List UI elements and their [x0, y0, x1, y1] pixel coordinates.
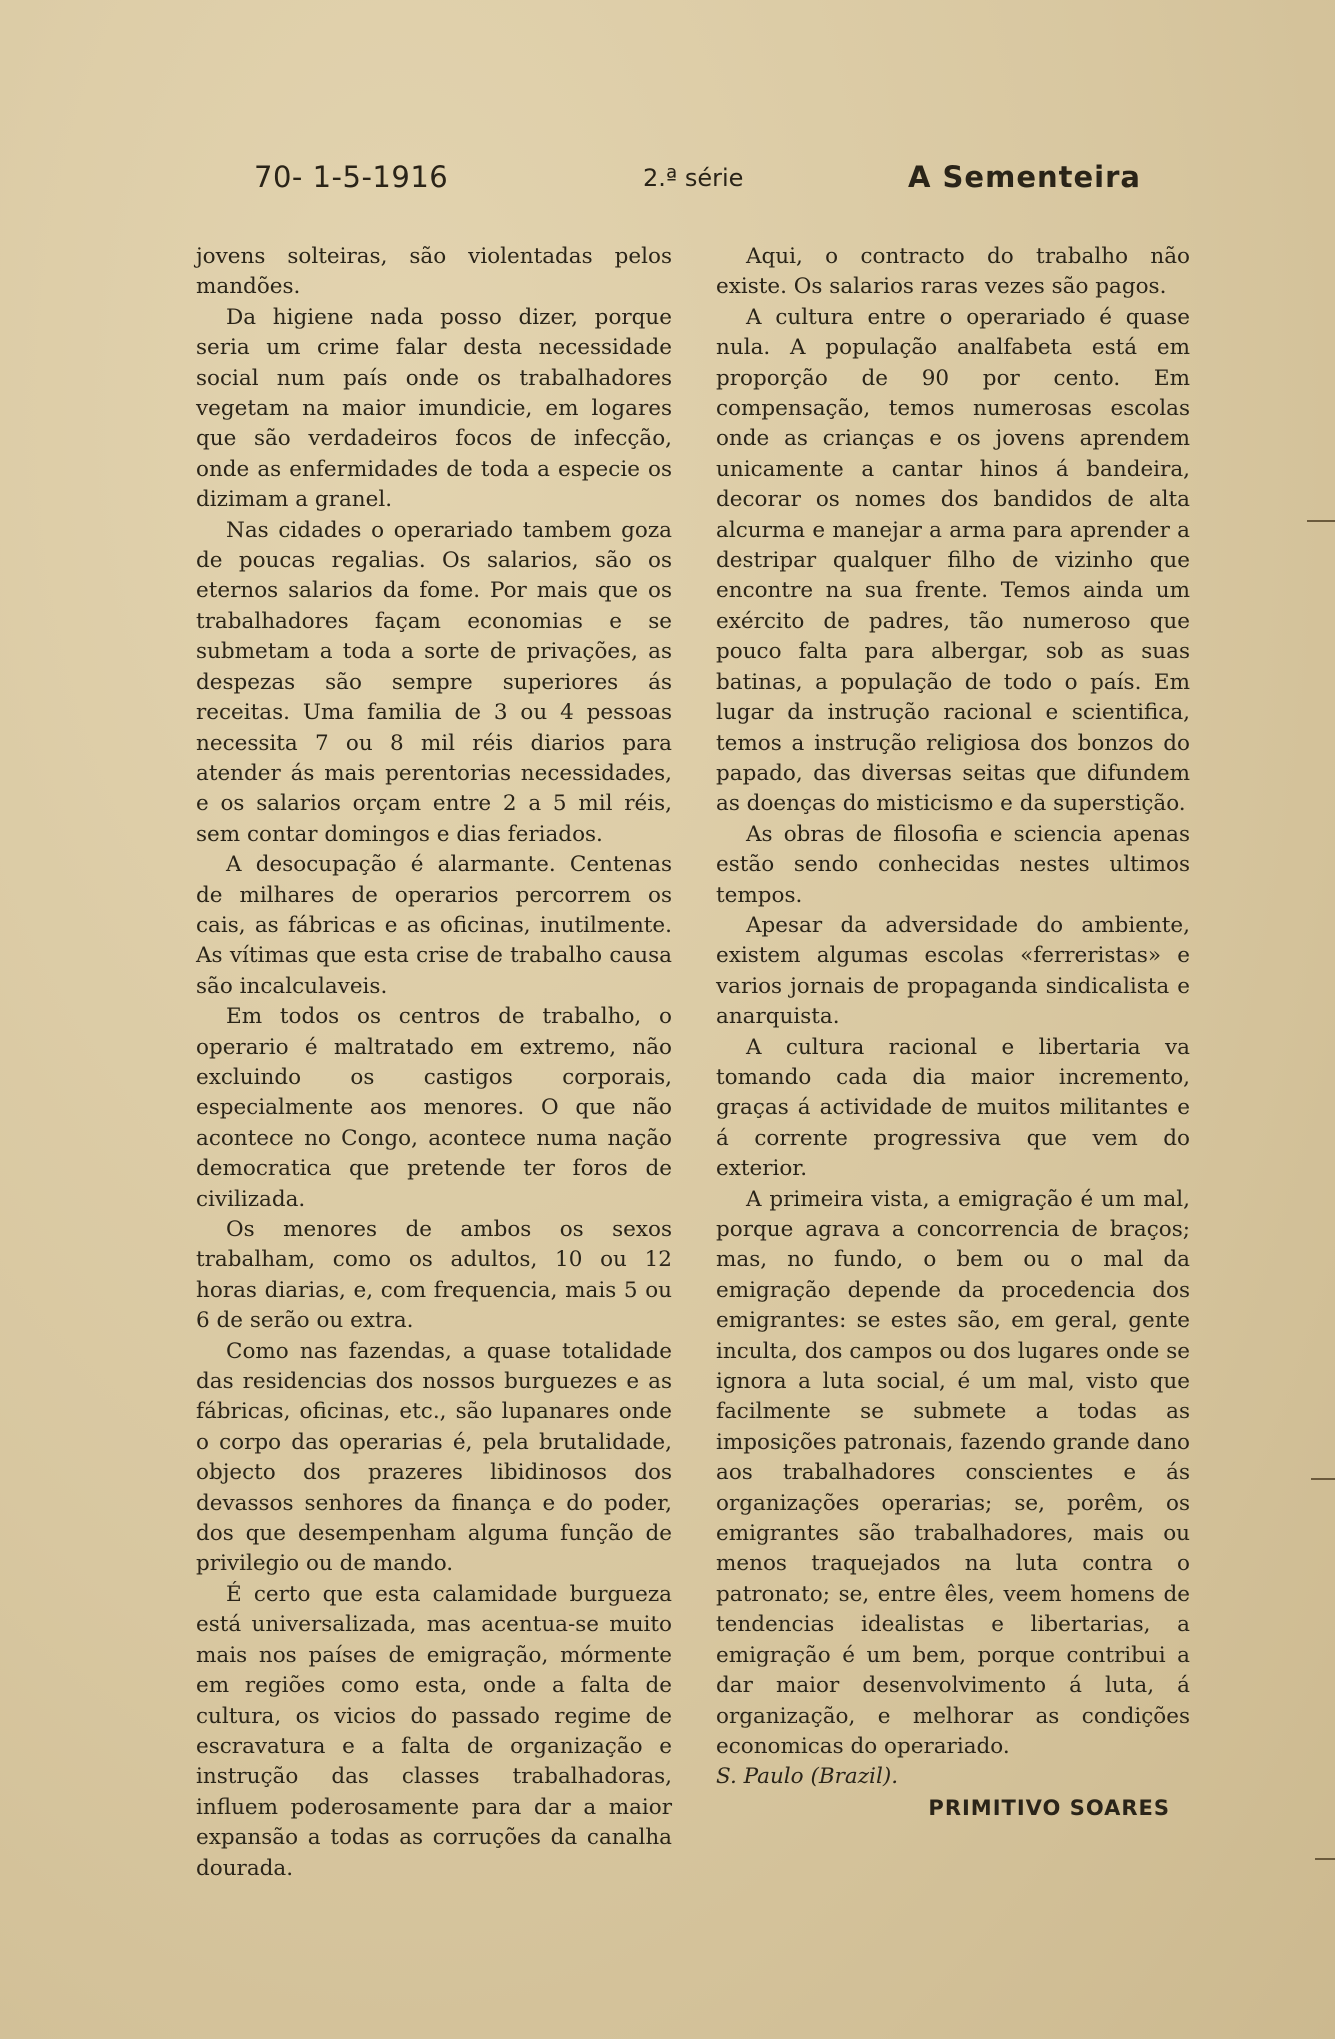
paragraph: Apesar da adversidade do ambiente, existem algumas escolas «ferreristas» e varios jornais de propaganda sindicalista e anarquista. [716, 912, 1190, 1030]
paragraph: É certo que esta calamidade burgueza está universalizada, mas acentua-se muito mais nos países de emigração, mórmente em regiões como esta, onde a falta de cultura, os vicios do passado regime de escravatura e a falta de organização e instrução das classes trabalhadoras, influem poderosamente para dar a maior expansão a todas as corruções da canalha dourada. [196, 1581, 672, 1881]
paragraph: A primeira vista, a emigração é um mal, porque agrava a concorrencia de braços; mas, no fundo, o bem ou o mal da emigração depende da procedencia dos emigrantes: se estes são, em geral, gente inculta, dos campos ou dos lugares onde se ignora a luta social, é um mal, visto que facilmente se submete a todas as imposições patronais, fazendo grande dano aos trabalhadores conscientes e ás organizações operarias; se, porêm, os emigrantes são trabalhadores, mais ou menos traquejados na luta contra o patronato; se, entre êles, veem homens de tendencias idealistas e libertarias, a emigração é um bem, porque contribui a dar maior desenvolvimento á luta, á organização, e melhorar as condições economicas do operariado. [716, 1186, 1190, 1759]
paragraph: Como nas fazendas, a quase totalidade das residencias dos nossos burguezes e as fábricas, oficinas, etc., são lupanares onde o corpo das operarias é, pela brutalidade, objecto dos prazeres libidinosos dos devassos senhores da finança e do poder, dos que desempenham alguma função de privilegio ou de mando. [196, 1338, 672, 1577]
paragraph: A cultura entre o operariado é quase nula. A população analfabeta está em proporção de 90 por cento. Em compensação, temos numerosas escolas onde as crianças e os jovens aprendem unicamente a cantar hinos á bandeira, decorar os nomes dos bandidos de alta alcurma e manejar a arma para aprender a destripar qualquer filho de vizinho que encontre na sua frente. Temos ainda um exército de padres, tão numeroso que pouco falta para albergar, sob as suas batinas, a população de todo o país. Em lugar da instrução racional e scientifica, temos a instrução religiosa dos bonzos do papado, das diversas seitas que difundem as doenças do misticismo e da superstição. [716, 304, 1190, 817]
margin-mark [1311, 1478, 1335, 1480]
journal-title: A Sementeira [908, 160, 1141, 194]
margin-mark [1307, 520, 1335, 522]
paragraph: jovens solteiras, são violentadas pelos mandões. [196, 244, 672, 300]
paragraph: A cultura racional e libertaria va tomando cada dia maior incremento, graças á actividade de muitos militantes e á corrente progressiva que vem do exterior. [716, 1034, 1190, 1182]
paragraph: Em todos os centros de trabalho, o operario é maltratado em extremo, não excluindo os castigos corporais, especialmente aos menores. O que não acontece no Congo, acontece numa nação democratica que pretende ter foros de civilizada. [196, 1004, 672, 1212]
author-name: PRIMITIVO SOARES [928, 1795, 1170, 1820]
right-column [716, 242, 1190, 1823]
paragraph: Os menores de ambos os sexos trabalham, como os adultos, 10 ou 12 horas diarias, e, com frequencia, mais 5 ou 6 de serão ou extra. [196, 1217, 672, 1334]
paragraph: Aqui, o contracto do trabalho não existe. Os salarios raras vezes são pagos. [716, 244, 1190, 300]
left-column [196, 242, 672, 1884]
paragraph: Da higiene nada posso dizer, porque seria um crime falar desta necessidade social num país onde os trabalhadores vegetam na maior imundicie, em logares que são verdadeiros focos de infecção, onde as enfermidades de toda a especie os dizimam a granel. [196, 304, 672, 513]
paragraph: A desocupação é alarmante. Centenas de milhares de operarios percorrem os cais, as fábricas e as oficinas, inutilmente. As vítimas que esta crise de trabalho causa são incalculaveis. [196, 852, 672, 999]
series-label: 2.ª série [643, 164, 744, 192]
page-number-date: 70- 1-5-1916 [254, 160, 449, 194]
page-header [250, 160, 1150, 200]
paragraph: Nas cidades o operariado tambem goza de poucas regalias. Os salarios, são os eternos salarios da fome. Por mais que os trabalhadores façam economias e se submetam a toda a sorte de privações, as despezas são sempre superiores ás receitas. Uma familia de 3 ou 4 pessoas necessita 7 ou 8 mil réis diarios para atender ás mais perentorias necessidades, e os salarios orçam entre 2 a 5 mil réis, sem contar domingos e dias feriados. [196, 517, 672, 847]
place-signoff: S. Paulo (Brazil). [716, 1764, 899, 1790]
margin-mark [1315, 1858, 1335, 1860]
paragraph: As obras de filosofia e sciencia apenas estão sendo conhecidas nestes ultimos tempos. [716, 821, 1190, 908]
